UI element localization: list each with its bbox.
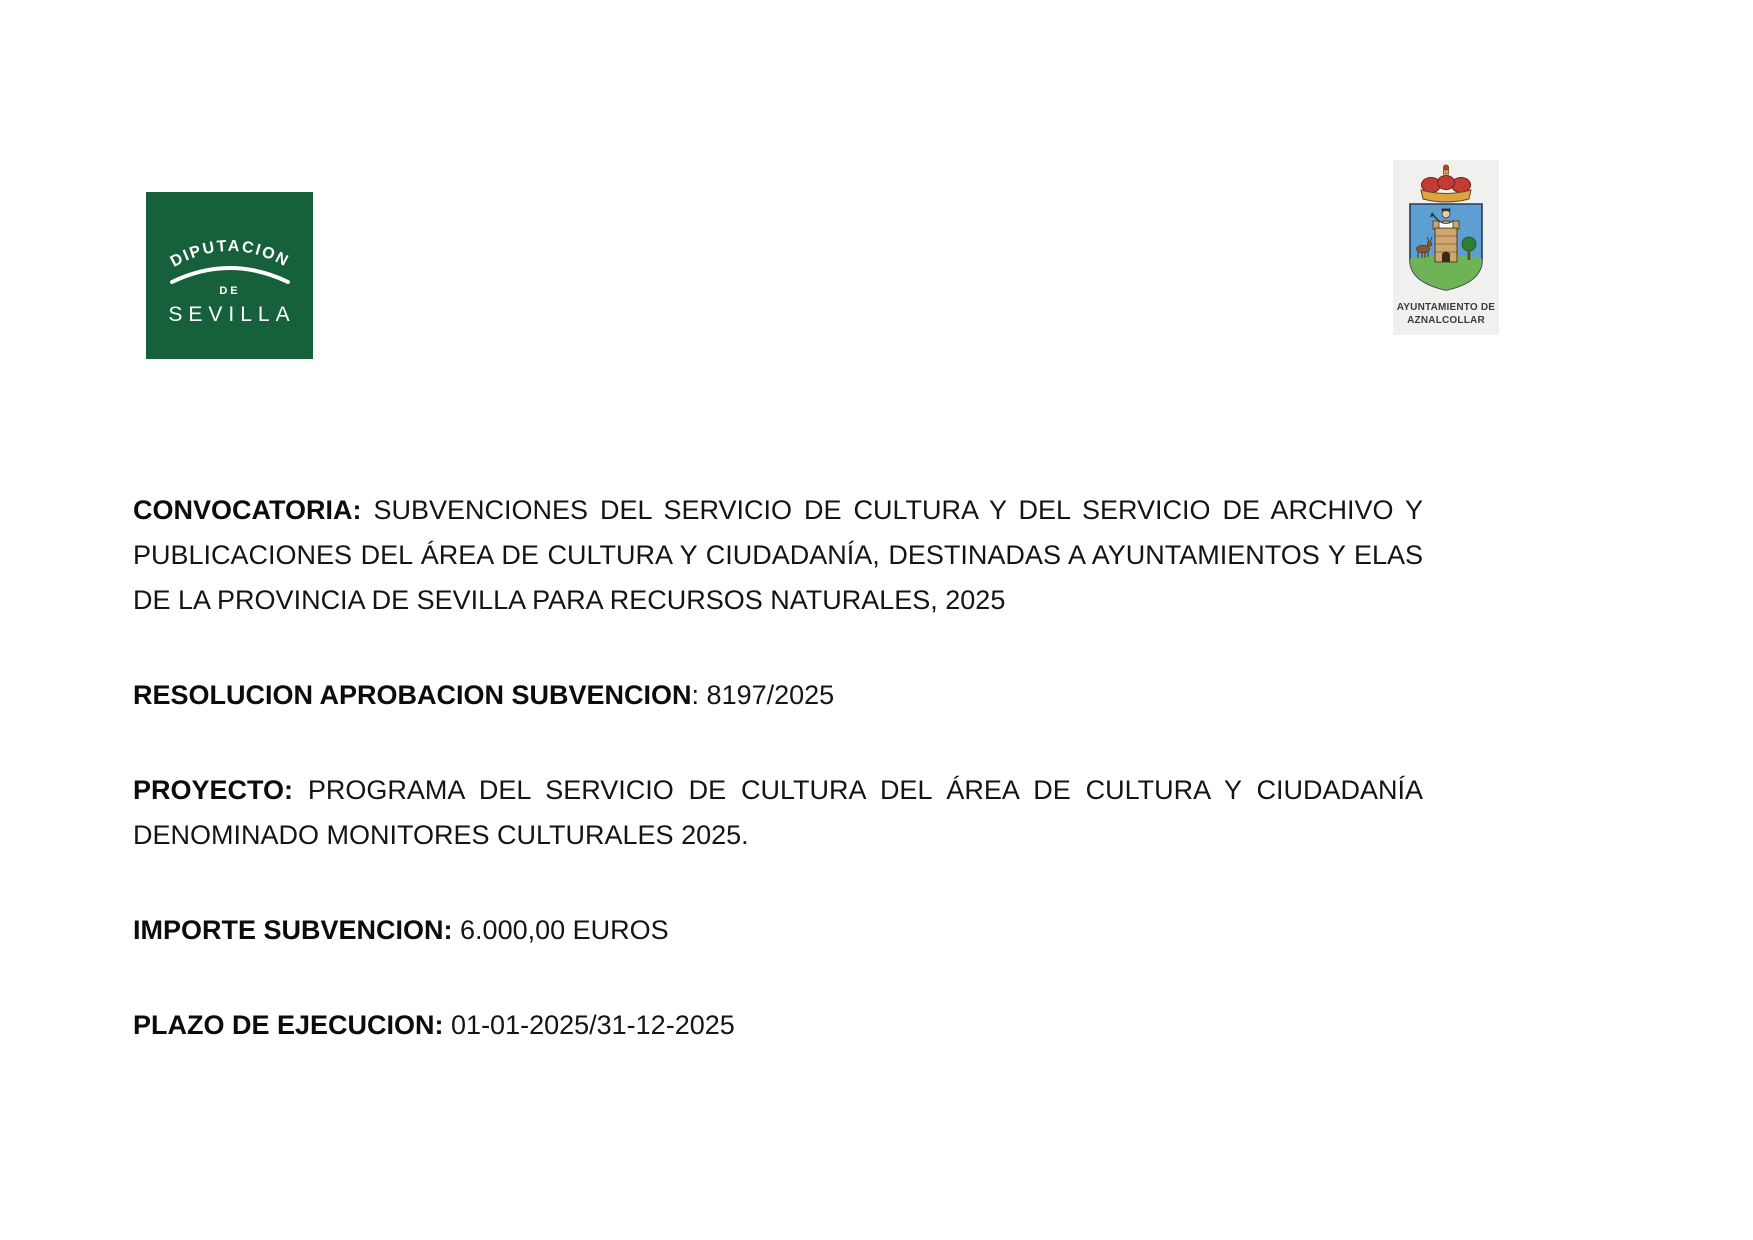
logo-sevilla-text: SEVILLA (168, 303, 296, 326)
convocatoria-paragraph (133, 488, 1423, 623)
logo-green-background (146, 192, 313, 359)
importe-label: IMPORTE SUBVENCION: (133, 915, 453, 945)
diputacion-sevilla-logo-icon (146, 192, 313, 359)
plazo-label: PLAZO DE EJECUCION: (133, 1010, 444, 1040)
aznalcollar-coat-of-arms (1393, 160, 1499, 335)
plazo-paragraph (133, 1003, 1423, 1048)
convocatoria-text: SUBVENCIONES DEL SERVICIO DE CULTURA Y DEL SERVICIO DE ARCHIVO Y PUBLICACIONES DEL ÁREA DE CULTURA Y CIUDADANÍA, DESTINADAS A AYUNTAMIENTOS Y ELAS DE LA PROVINCIA DE SEVILLA PARA RECURSOS NATURALES, 2025 (133, 495, 1423, 615)
shield-icon (1410, 204, 1482, 290)
proyecto-label: PROYECTO: (133, 775, 294, 805)
seal-caption-line1: AYUNTAMIENTO DE (1396, 302, 1496, 313)
coat-of-arms-icon (1398, 164, 1494, 298)
plazo-text: 01-01-2025/31-12-2025 (443, 1010, 735, 1040)
crown-icon (1421, 165, 1471, 202)
proyecto-text: PROGRAMA DEL SERVICIO DE CULTURA DEL ÁREA DE CULTURA Y CIUDADANÍA DENOMINADO MONITORES CULTURALES 2025. (133, 775, 1423, 850)
logo-de-text: DE (219, 285, 241, 297)
diputacion-sevilla-logo (146, 192, 313, 359)
resolucion-label: RESOLUCION APROBACION SUBVENCION (133, 680, 692, 710)
resolucion-text: : 8197/2025 (691, 680, 835, 710)
logo-arch-text: DIPUTACION (167, 237, 293, 271)
convocatoria-label: CONVOCATORIA: (133, 495, 362, 525)
document-body (133, 488, 1423, 1098)
proyecto-paragraph (133, 768, 1423, 858)
importe-paragraph (133, 908, 1423, 953)
seal-caption-line2: AZNALCOLLAR (1407, 315, 1485, 326)
importe-text: 6.000,00 EUROS (452, 915, 669, 945)
resolucion-paragraph (133, 673, 1423, 718)
